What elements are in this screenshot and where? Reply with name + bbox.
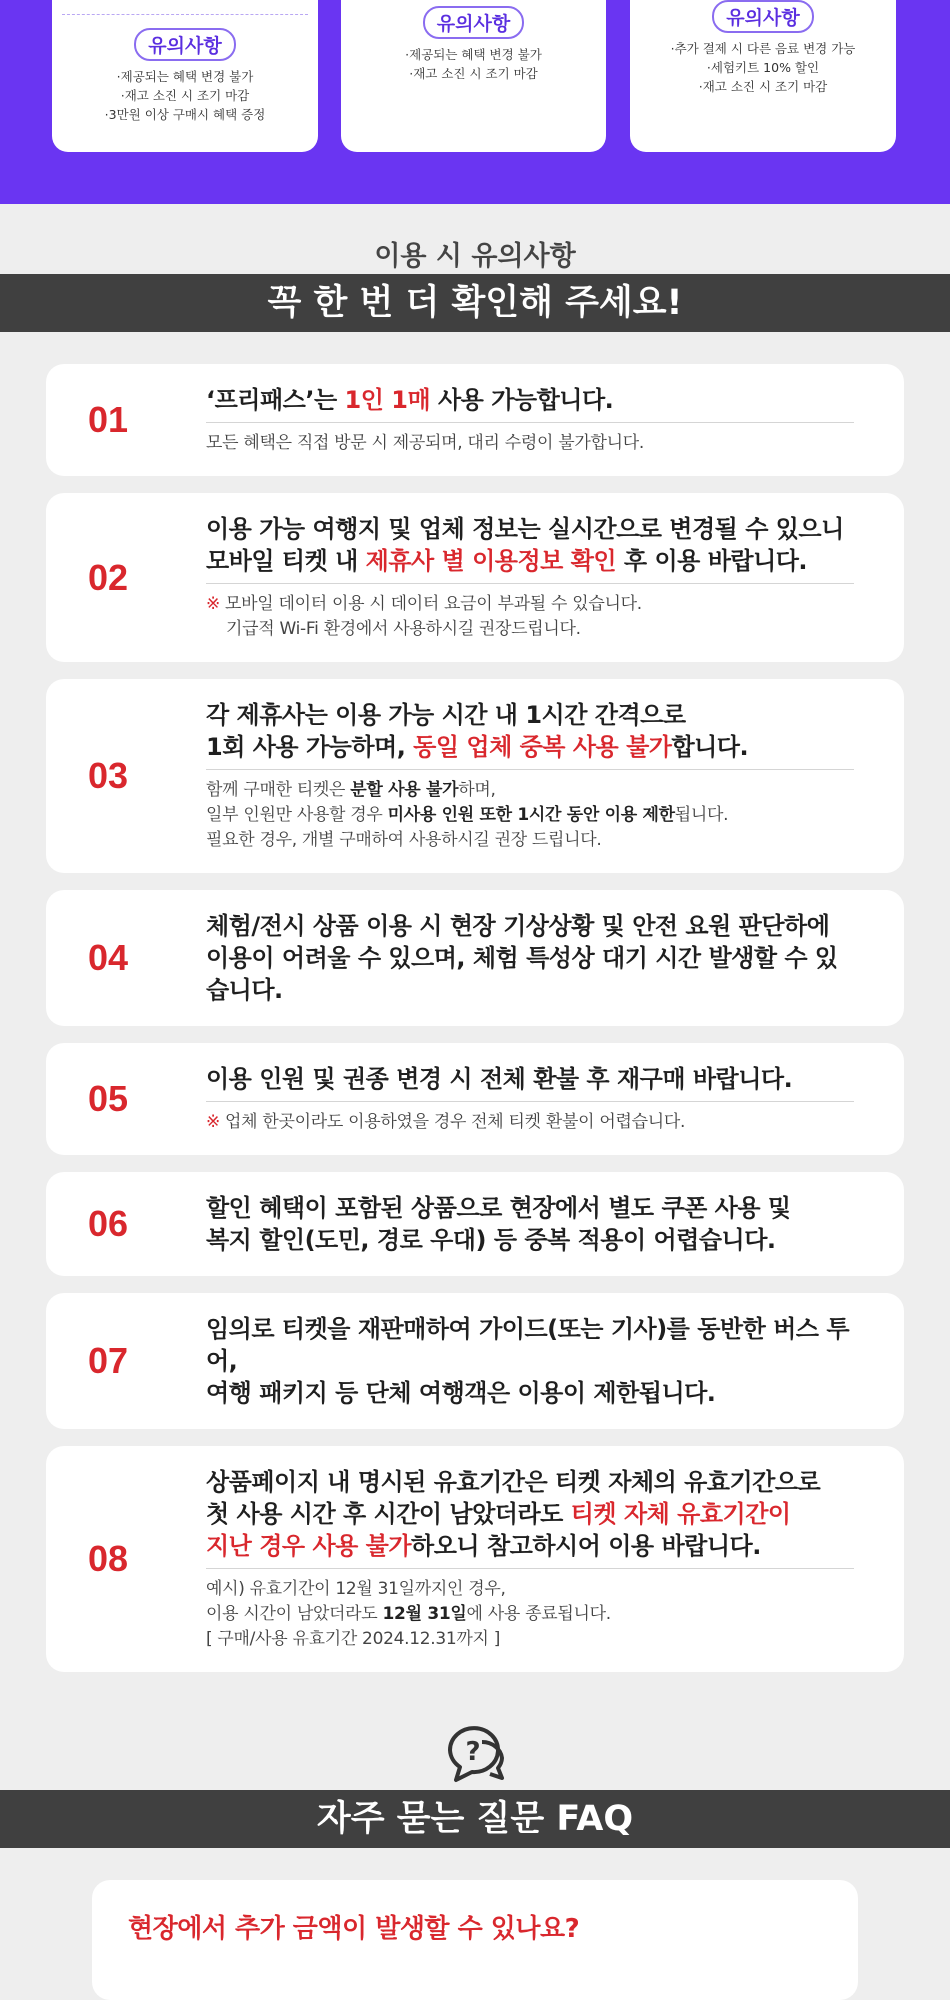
caution-item [46,679,904,873]
caution-title: 이용 시 유의사항 [374,241,576,272]
faq-item[interactable] [92,1880,858,2000]
notice-badge: 유의사항 [423,6,524,39]
item-content [166,699,854,853]
item-number: 04 [88,937,129,978]
item-main-text: 이용 인원 및 권종 변경 시 전체 환불 후 재구매 바랍니다. [206,1065,793,1093]
item-content [166,1466,854,1652]
item-main-text: 이용 가능 여행지 및 업체 정보는 실시간으로 변경될 수 있으니 모바일 티켓 내 제휴사 별 이용정보 확인 후 이용 바랍니다. [206,515,844,575]
item-content [166,513,854,642]
notice-line: ·제공되는 혜택 변경 불가 [116,69,254,84]
item-sub-text: ※ 업체 한곳이라도 이용하였을 경우 전체 티켓 환불이 어렵습니다. [206,1112,686,1132]
item-content [166,1192,854,1256]
note-mark: ※ [206,1112,220,1132]
notice-line: ·재고 소진 시 조기 마감 [409,66,538,81]
item-divider [206,583,854,584]
item-number: 03 [88,755,129,796]
item-number: 06 [88,1203,129,1244]
item-sub-text: ※ 모바일 데이터 이용 시 데이터 요금이 부과될 수 있습니다. 기급적 Wi-Fi 환경에서 사용하시길 권장드립니다. [206,594,642,639]
item-sub-text: 모든 혜택은 직접 방문 시 제공되며, 대리 수령이 불가합니다. [206,433,644,453]
dashed-divider [62,14,308,15]
item-sub-text: 함께 구매한 티켓은 분할 사용 불가하며, 일부 인원만 사용할 경우 미사용 인원 또한 1시간 동안 이용 제한됩니다. 필요한 경우, 개별 구매하여 사용하시길 권장 드립니다. [206,780,729,850]
item-number: 01 [88,399,129,440]
item-main-text: 할인 혜택이 포함된 상품으로 현장에서 별도 쿠폰 사용 및 복지 할인(도민, 경로 우대) 등 중복 적용이 어렵습니다. [206,1194,791,1254]
item-content [166,910,854,1006]
item-number: 07 [88,1340,129,1381]
question-chat-icon [0,1720,950,1790]
item-number: 08 [88,1538,129,1579]
note-mark: ※ [206,594,220,614]
benefit-card [630,0,896,152]
caution-banner: 꼭 한 번 더 확인해 주세요! [0,274,950,332]
caution-item [46,1172,904,1276]
item-main-text: 각 제휴사는 이용 가능 시간 내 1시간 간격으로 1회 사용 가능하며, 동일 업체 중복 사용 불가합니다. [206,701,749,761]
item-divider [206,1101,854,1102]
item-content [166,384,854,456]
caution-item [46,890,904,1026]
item-main-text: 체험/전시 상품 이용 시 현장 기상상황 및 안전 요원 판단하에 이용이 어려울 수 있으며, 체험 특성상 대기 시간 발생할 수 있습니다. [206,912,838,1004]
notice-line: ·제공되는 혜택 변경 불가 [405,47,542,62]
notice-badge: 유의사항 [712,0,813,33]
item-divider [206,1568,854,1569]
caution-item [46,1293,904,1429]
benefit-section [0,0,950,204]
benefit-cards [52,0,950,152]
item-main-text: 임의로 티켓을 재판매하여 가이드(또는 기사)를 동반한 버스 투어, 여행 패키지 등 단체 여행객은 이용이 제한됩니다. [206,1315,850,1407]
notice-line: ·세험키트 10% 할인 [706,60,820,75]
notice-badge: 유의사항 [134,28,235,61]
item-divider [206,422,854,423]
item-content [166,1313,854,1409]
notice-list [52,67,318,124]
notice-line: ·재고 소진 시 조기 마감 [120,88,250,103]
item-divider [206,769,854,770]
notice-list [341,45,606,83]
caution-item [46,493,904,662]
notice-line: ·추가 결제 시 다른 음료 변경 가능 [670,41,856,56]
notice-line: ·3만원 이상 구매시 혜택 증정 [104,107,266,122]
item-main-text: ‘프리패스’는 1인 1매 사용 가능합니다. [206,386,614,414]
caution-item [46,1446,904,1672]
svg-text:?: ? [465,1737,481,1767]
benefit-card [341,0,606,152]
item-number: 02 [88,556,129,598]
item-sub-text: 예시) 유효기간이 12월 31일까지인 경우, 이용 시간이 남았더라도 12월 31일에 사용 종료됩니다. [ 구매/사용 유효기간 2024.12.31까지 ] [206,1579,611,1649]
notice-list [630,39,896,96]
caution-item [46,364,904,476]
caution-list [0,332,950,1672]
caution-item [46,1043,904,1155]
item-number: 05 [88,1078,129,1119]
notice-line: ·재고 소진 시 조기 마감 [698,79,828,94]
faq-banner: 자주 묻는 질문 FAQ [0,1790,950,1848]
faq-question[interactable]: 현장에서 추가 금액이 발생할 수 있나요? [128,1914,580,1944]
benefit-card [52,0,318,152]
item-content [166,1063,854,1135]
item-main-text: 상품페이지 내 명시된 유효기간은 티켓 자체의 유효기간으로 첫 사용 시간 후 시간이 남았더라도 티켓 자체 유효기간이 지난 경우 사용 불가하오니 참고하시어 이용 바랍니다. [206,1468,821,1560]
